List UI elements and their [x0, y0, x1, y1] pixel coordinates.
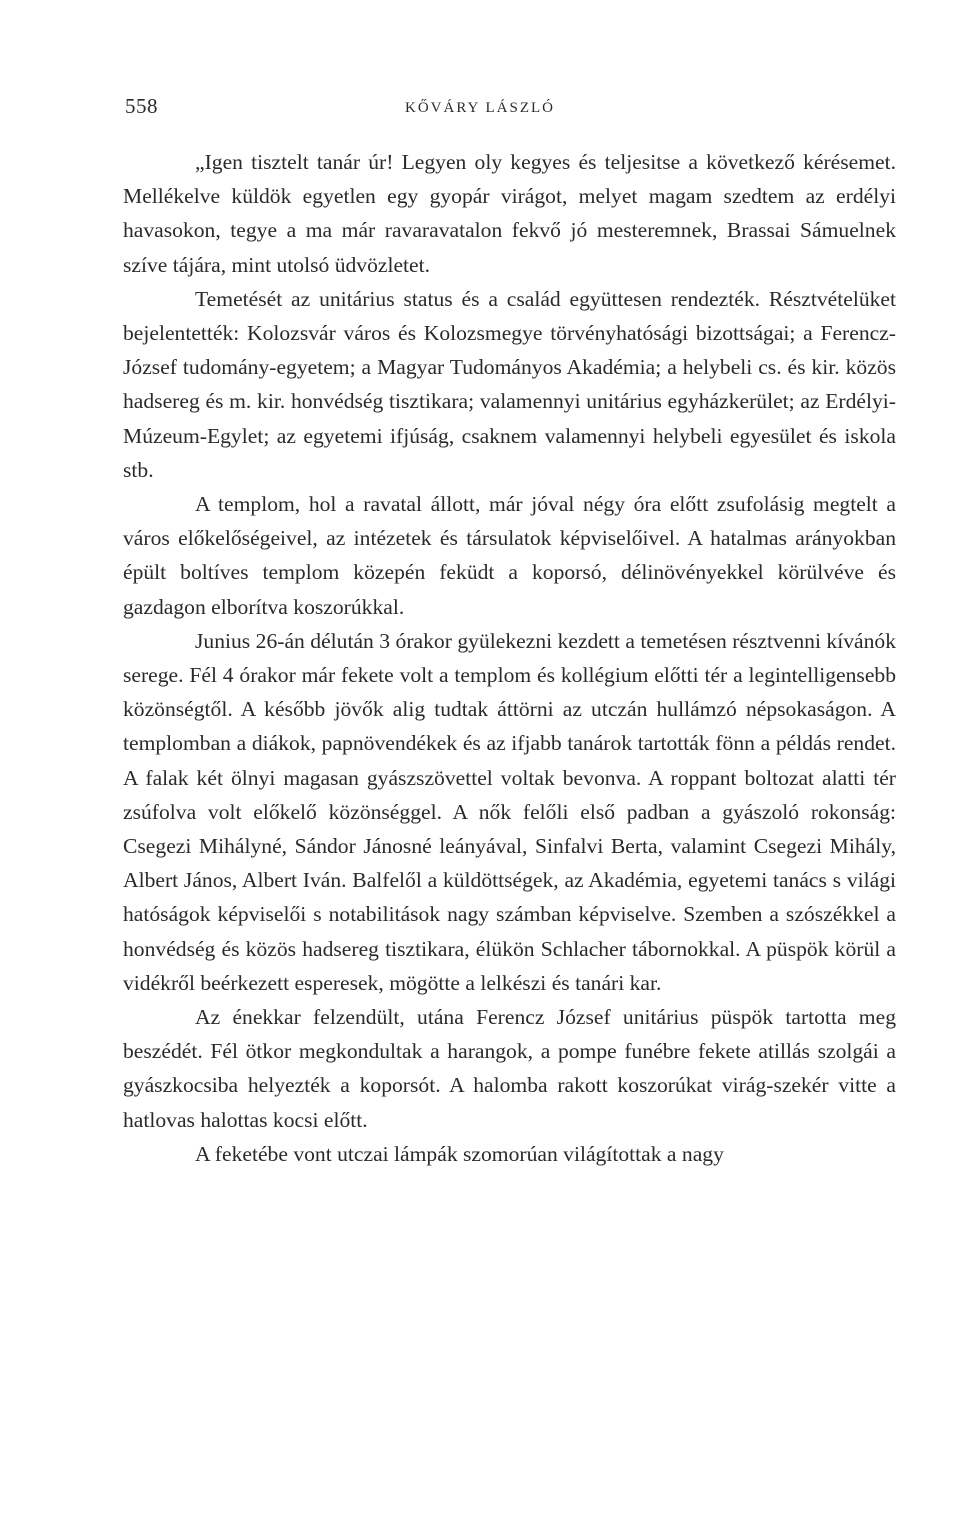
running-head: KŐVÁRY LÁSZLÓ — [404, 100, 556, 116]
paragraph: Junius 26-án délután 3 órakor gyülekezni kezdett a temetésen résztvenni kívánók serege. Fél 4 órakor már fekete volt a templom és kollégium előtti tér a legintelligensebb közönségtől. A később jövők alig tudtak áttörni az utczán hullámzó népsokaságon. A templomban a diákok, papnövendékek és az ifjabb tanárok tartották fönn a példás rendet. A falak két ölnyi magasan gyászszövettel voltak bevonva. A roppant boltozat alatti tér zsúfolva volt előkelő közönséggel. A nők felőli első padban a gyászoló rokonság: Csegezi Mihályné, Sándor Jánosné leányával, Sinfalvi Berta, valamint Csegezi Mihály, Albert János, Albert Iván. Balfelől a küldöttségek, az Akadémia, egyetemi tanács s világi hatóságok képviselői s notabilitások nagy számban képviselve. Szemben a szószékkel a honvédség és közös hadsereg tisztikara, élükön Schlacher tábornokkal. A püspök körül a vidékről beérkezett esperesek, mögötte a lelkészi és tanári kar. — [123, 628, 896, 995]
paragraph: A templom, hol a ravatal állott, már jóval négy óra előtt zsufolásig megtelt a város előkelőségeivel, az intézetek és társulatok képviselőivel. A hatalmas arányokban épült boltíves templom közepén feküdt a koporsó, délinövényekkel körülvéve és gazdagon elborítva koszorúkkal. — [123, 492, 896, 619]
paragraph: A feketébe vont utczai lámpák szomorúan világítottak a nagy — [195, 1141, 724, 1166]
paragraph: „Igen tisztelt tanár úr! Legyen oly kegyes és teljesitse a következő kérésemet. Mellékelve küldök egyetlen egy gyopár virágot, melyet magam szedtem az erdélyi havasokon, tegye a ma már ravaravatalon fekvő jó mesteremnek, Brassai Sámuelnek szíve tájára, mint utolsó üdvözletet. — [123, 150, 896, 277]
paragraph: Az énekkar felzendült, utána Ferencz József unitárius püspök tartotta meg beszédét. Fél ötkor megkondultak a harangok, a pompe funébre fekete atillás szolgái a gyászkocsiba helyezték a koporsót. A halomba rakott koszorúkat virág-szekér vitte a hatlovas halottas kocsi előtt. — [123, 1005, 896, 1132]
page-number: 558 — [125, 94, 158, 118]
paragraph: Temetését az unitárius status és a család együttesen rendezték. Résztvételüket bejelentették: Kolozsvár város és Kolozsmegye törvényhatósági bizottságai; a Ferencz-József tudomány-egyetem; a Magyar Tudományos Akadémia; a helybeli cs. és kir. közös hadsereg és m. kir. honvédség tisztikara; valamennyi unitárius egyházkerület; az Erdélyi-Múzeum-Egylet; az egyetemi ifjúság, csaknem valamennyi helybeli egyesület és iskola stb. — [123, 286, 896, 482]
body-text — [123, 145, 896, 1171]
